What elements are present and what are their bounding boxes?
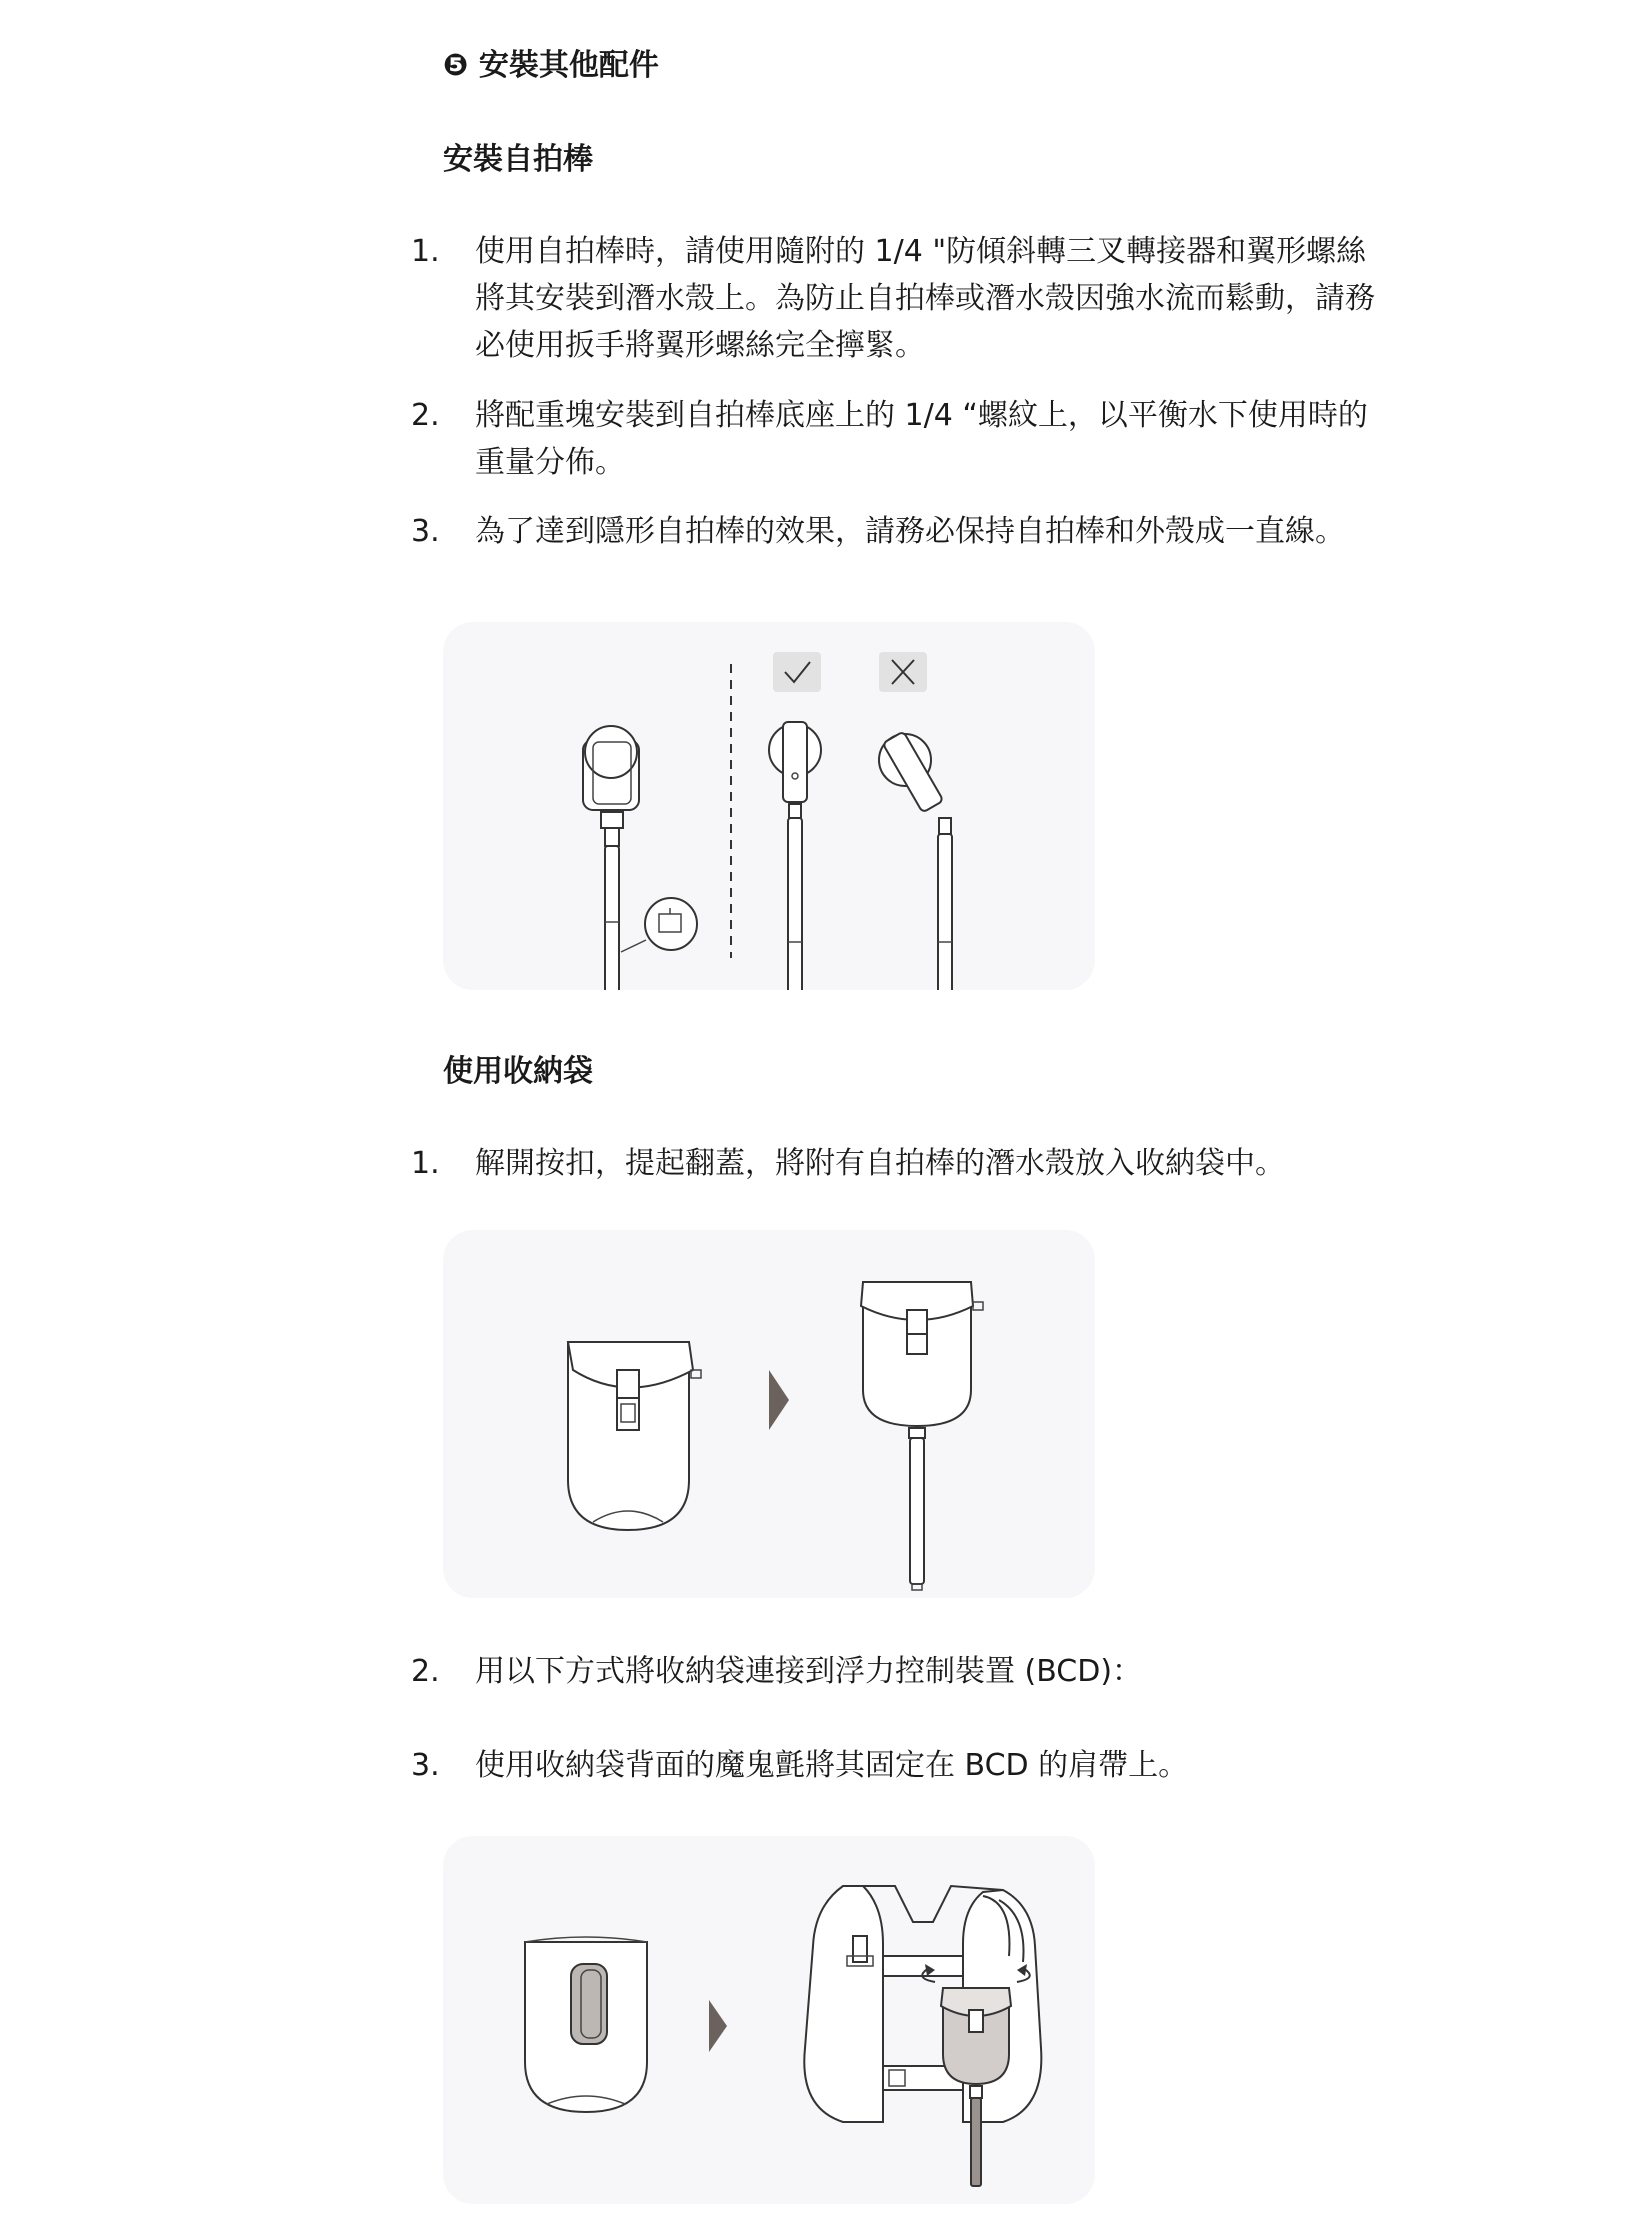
step-number: 3.: [411, 514, 440, 549]
bag-step-1: [411, 1140, 1395, 1187]
step-number: 1.: [411, 1146, 440, 1181]
bcd-vest-drawing: [804, 1886, 1041, 2186]
bag-back-velcro-drawing: [525, 1937, 647, 2112]
step-text: 使用自拍棒時，請使用隨附的 1/4 "防傾斜轉三叉轉接器和翼形螺絲將其安裝到潛水殼上。為防止自拍棒或潛水殼因強水流而鬆動，請務必使用扳手將翼形螺絲完全擰緊。: [475, 234, 1375, 363]
cross-icon: [879, 652, 927, 692]
straight-stick-drawing: [769, 722, 821, 990]
step-text: 解開按扣，提起翻蓋，將附有自拍棒的潛水殼放入收納袋中。: [475, 1146, 1285, 1181]
step-text: 用以下方式將收納袋連接到浮力控制裝置 (BCD)：: [475, 1654, 1143, 1689]
step-number: 3.: [411, 1748, 440, 1783]
closed-bag-drawing: [568, 1342, 701, 1530]
step-text: 使用收納袋背面的魔鬼氈將其固定在 BCD 的肩帶上。: [475, 1748, 1189, 1783]
open-bag-with-stick-drawing: [861, 1282, 983, 1590]
step-number: 1.: [411, 234, 440, 269]
step-number: 2.: [411, 1654, 440, 1689]
bcd-attach-illustration: [443, 1836, 1095, 2204]
step-number: 2.: [411, 398, 440, 433]
camera-housing-drawing: [583, 726, 697, 990]
section-title: ❺ 安裝其他配件: [443, 48, 659, 83]
selfie-stick-illustration: [443, 622, 1095, 990]
arrow-right-icon: [769, 1370, 789, 1430]
bag-insert-illustration: [443, 1230, 1095, 1598]
step-text: 為了達到隱形自拍棒的效果，請務必保持自拍棒和外殼成一直線。: [475, 514, 1345, 549]
selfie-step-3: [411, 508, 1395, 555]
arrow-right-icon: [709, 2000, 727, 2052]
tilted-stick-drawing: [879, 731, 952, 990]
bag-step-2: [411, 1648, 1395, 1695]
selfie-step-1: [411, 228, 1395, 369]
bag-step-3: [411, 1742, 1395, 1789]
step-text: 將配重塊安裝到自拍棒底座上的 1/4 “螺紋上，以平衡水下使用時的重量分佈。: [475, 398, 1368, 480]
storage-bag-heading: 使用收納袋: [443, 1054, 593, 1089]
selfie-stick-heading: 安裝自拍棒: [443, 142, 593, 177]
selfie-step-2: [411, 392, 1395, 486]
check-icon: [773, 652, 821, 692]
